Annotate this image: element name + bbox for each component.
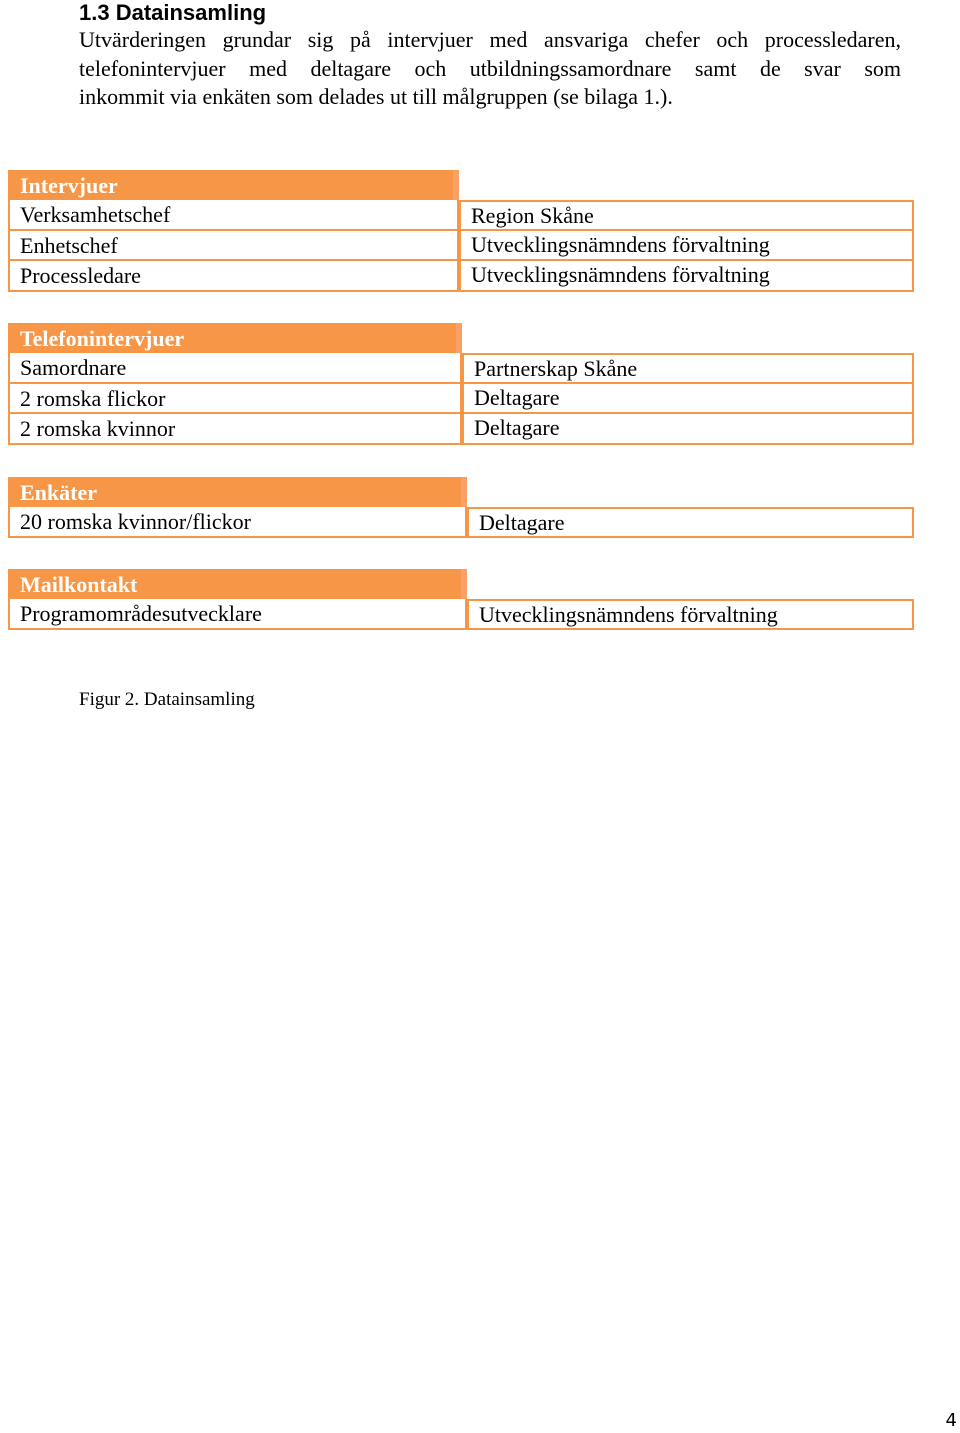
figure-caption: Figur 2. Datainsamling	[79, 689, 255, 710]
intro-line: inkommit via enkäten som delades ut till målgruppen (se bilaga 1.).	[79, 84, 673, 109]
group-header: Mailkontakt	[8, 569, 467, 599]
role-cell: 2 romska flickor	[8, 384, 462, 415]
role-cell: 2 romska kvinnor	[8, 414, 462, 445]
table-row	[8, 231, 914, 262]
role-cell: Enhetschef	[8, 231, 459, 262]
section-heading: 1.3 Datainsamling	[79, 0, 267, 25]
table-row	[8, 200, 914, 231]
role-cell: Processledare	[8, 261, 459, 292]
table-row	[8, 261, 914, 292]
role-cell: Verksamhetschef	[8, 200, 459, 231]
org-cell: Utvecklingsnämndens förvaltning	[459, 261, 914, 292]
org-cell: Deltagare	[467, 507, 914, 538]
org-cell: Partnerskap Skåne	[462, 353, 914, 384]
org-cell: Deltagare	[462, 384, 914, 415]
group-enkater	[8, 477, 914, 538]
table-row	[8, 353, 914, 384]
table-row	[8, 599, 914, 630]
intro-line: telefonintervjuer med deltagare och utbildningssamordnare samt de svar som	[79, 55, 901, 81]
page-number: 4	[945, 1410, 957, 1431]
table-row	[8, 507, 914, 538]
intro-paragraph	[79, 26, 901, 112]
table-row	[8, 384, 914, 415]
group-header: Intervjuer	[8, 170, 459, 200]
role-cell: Programområdesutvecklare	[8, 599, 467, 630]
group-intervjuer	[8, 170, 914, 292]
table-row	[8, 414, 914, 445]
org-cell: Utvecklingsnämndens förvaltning	[467, 599, 914, 630]
org-cell: Utvecklingsnämndens förvaltning	[459, 231, 914, 262]
org-cell: Region Skåne	[459, 200, 914, 231]
intro-line: Utvärderingen grundar sig på intervjuer med ansvariga chefer och processledaren,	[79, 27, 901, 52]
role-cell: Samordnare	[8, 353, 462, 384]
group-header: Telefonintervjuer	[8, 323, 462, 353]
group-mailkontakt	[8, 569, 914, 630]
group-header: Enkäter	[8, 477, 467, 507]
group-telefonintervjuer	[8, 323, 914, 445]
role-cell: 20 romska kvinnor/flickor	[8, 507, 467, 538]
org-cell: Deltagare	[462, 414, 914, 445]
